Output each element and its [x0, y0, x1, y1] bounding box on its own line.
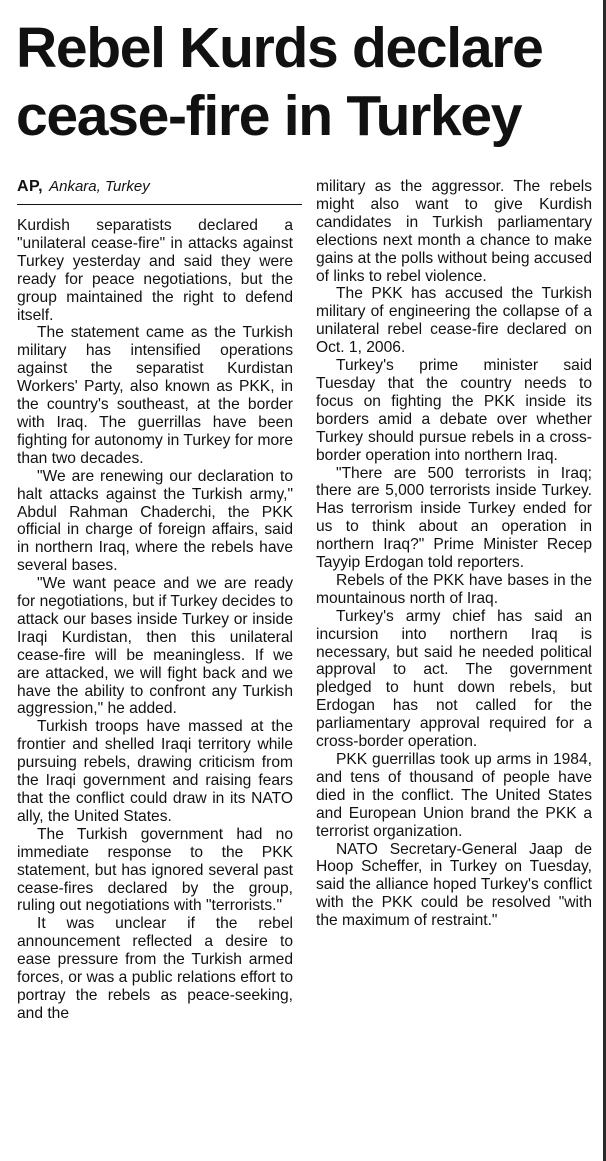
paragraph: "We are renewing our declaration to halt attacks against the Turkish army," Abdul Rahman Chaderchi, the PKK official in charge of foreign affairs, said in northern Iraq, where the rebels have several bases. — [17, 467, 293, 575]
paragraph: Turkey's prime minister said Tuesday that the country needs to focus on fighting the PKK inside its borders amid a debate over whether Turkey should pursue rebels in a cross-border operation into northern Iraq. — [316, 357, 592, 464]
paragraph: The PKK has accused the Turkish military of engineering the collapse of a unilateral rebel cease-fire declared on Oct. 1, 2006. — [316, 285, 592, 357]
paragraph: Turkish troops have massed at the frontier and shelled Iraqi territory while pursuing rebels, drawing criticism from the Iraqi government and raising fears that the conflict could draw in its NATO ally, the United States. — [17, 718, 293, 825]
byline-dateline: Ankara, Turkey — [49, 178, 150, 195]
paragraph: The Turkish government had no immediate response to the PKK statement, but has ignored several past cease-fires declared by the group, ruling out negotiations with "terrorists." — [17, 825, 293, 915]
headline: Rebel Kurds declare cease-fire in Turkey — [16, 16, 543, 148]
right-column — [316, 178, 592, 930]
paragraph: PKK guerrillas took up arms in 1984, and tens of thousand of people have died in the conflict. The United States and European Union brand the PKK a terrorist organization. — [316, 751, 592, 840]
paragraph: The statement came as the Turkish military has intensified operations against the separatist Kurdistan Workers' Party, also known as PKK, in the country's southeast, at the border with Iraq. The guerrillas have been fighting for autonomy in Turkey for more than two decades. — [17, 324, 293, 467]
left-column — [17, 217, 293, 1023]
paragraph: Rebels of the PKK have bases in the mountainous north of Iraq. — [316, 571, 592, 607]
paragraph: military as the aggressor. The rebels might also want to give Kurdish candidates in Turkish parliamentary elections next month a chance to make gains at the polls without being accused of links to rebel violence. — [316, 178, 592, 285]
paragraph: Kurdish separatists declared a "unilateral cease-fire" in attacks against Turkey yesterday and said they were ready for peace negotiations, but the group maintained the right to defend itself. — [17, 217, 293, 324]
byline — [17, 178, 302, 196]
paragraph: It was unclear if the rebel announcement reflected a desire to ease pressure from the Turkish armed forces, or was a public relations effort to portray the rebels as peace-seeking, and the — [17, 915, 293, 1022]
paragraph: "There are 500 terrorists in Iraq; there are 5,000 terrorists inside Turkey. Has terrorism inside Turkey ended for us to think about an operation in northern Iraq?" Prime Minister Recep Tayyip Erdogan told reporters. — [316, 464, 592, 572]
paragraph: NATO Secretary-General Jaap de Hoop Scheffer, in Turkey on Tuesday, said the alliance hoped Turkey's conflict with the PKK could be resolved "with the maximum of restraint." — [316, 840, 592, 930]
byline-agency: AP, — [17, 178, 44, 195]
paragraph: Turkey's army chief has said an incursion into northern Iraq is necessary, but said he needed political approval to act. The government pledged to hunt down rebels, but Erdogan has not called for the parliamentary approval required for a cross-border operation. — [316, 607, 592, 751]
byline-divider — [17, 204, 302, 205]
paragraph: "We want peace and we are ready for negotiations, but if Turkey decides to attack our bases inside Turkey or inside Iraqi Kurdistan, then this unilateral cease-fire will be meaningless. If we are attacked, we will fight back and we have the ability to confront any Turkish aggression," he added. — [17, 575, 293, 718]
